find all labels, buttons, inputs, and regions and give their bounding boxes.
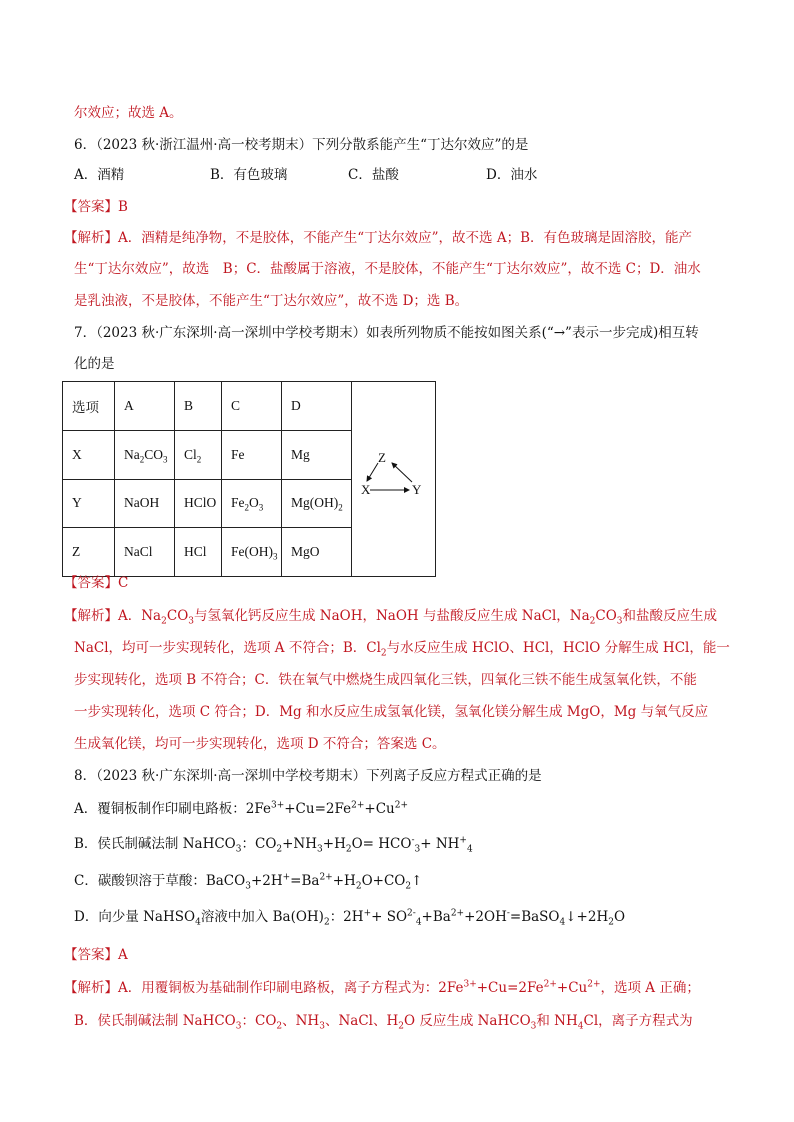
diagram-label-z: Z [378, 450, 386, 465]
q6-choice-d: D．油水 [486, 167, 538, 183]
table-cell: 选项 [63, 382, 115, 431]
q7-options-table [62, 381, 436, 577]
q7-relation-diagram [352, 382, 436, 577]
q6-analysis-line-2: 生“丁达尔效应”，故选 B；C．盐酸属于溶液，不是胶体，不能产生“丁达尔效应”，故不选 C；D．油水 [74, 261, 701, 277]
table-cell: B [175, 382, 222, 431]
q7-analysis-line-4: 一步实现转化，选项 C 符合；D．Mg 和水反应生成氢氧化镁，氢氧化镁分解生成 MgO，Mg 与氧气反应 [74, 704, 709, 720]
q5-analysis-tail: 尔效应；故选 A。 [74, 105, 183, 121]
table-cell: X [63, 430, 115, 479]
table-cell: $Fe_2O_3$ [222, 479, 282, 528]
q6-choice-c: C．盐酸 [348, 167, 399, 183]
table-cell: $Mg(OH)_2$ [282, 479, 352, 528]
table-cell: $Fe(OH)_3$ [222, 528, 282, 577]
q8-answer: 【答案】A [64, 947, 128, 963]
xyz-cycle-diagram [352, 382, 435, 572]
q6-choices [74, 165, 734, 185]
diagram-label-x: X [361, 482, 371, 497]
q8-option-c: C．碳酸钡溶于草酸：$BaCO_3+2H^+=Ba^{2+}+H_2O+CO_2↑$ [74, 872, 423, 892]
arrow-z-to-x [367, 463, 378, 481]
q8-question: 8．（2023 秋·广东深圳·高一深圳中学校考期末）下列离子反应方程式正确的是 [74, 768, 542, 784]
q7-question-line-1: 7．（2023 秋·广东深圳·高一深圳中学校考期末）如表所列物质不能按如图关系(“→”表示一步完成)相互转 [74, 325, 699, 341]
q7-question-line-2: 化的是 [74, 356, 115, 372]
table-cell: D [282, 382, 352, 431]
q6-choice-a: A．酒精 [74, 167, 125, 183]
table-cell: Y [63, 479, 115, 528]
table-cell: Mg [282, 430, 352, 479]
q7-answer: 【答案】C [64, 575, 129, 591]
table-cell: $Na_2CO_3$ [115, 430, 175, 479]
table-cell: MgO [282, 528, 352, 577]
q6-choice-b: B．有色玻璃 [210, 167, 288, 183]
q6-question: 6．（2023 秋·浙江温州·高一校考期末）下列分散系能产生“丁达尔效应”的是 [74, 137, 529, 153]
table-cell: NaCl [115, 528, 175, 577]
q6-analysis-line-3: 是乳浊液，不是胶体，不能产生“丁达尔效应”，故不选 D；选 B。 [74, 293, 469, 309]
table-cell: A [115, 382, 175, 431]
q8-analysis-line-1: 【解析】A．用覆铜板为基础制作印刷电路板，离子方程式为：$2Fe^{3+}+Cu=2Fe^{2+}+Cu^{2+}$，选项 A 正确； [64, 979, 700, 996]
q7-analysis-line-5: 生成氧化镁，均可一步实现转化，选项 D 不符合；答案选 C。 [74, 736, 446, 752]
q8-option-d: D．向少量 NaHSO$_4$溶液中加入 $Ba(OH)_2$：$2H^++ SO^{2-}_4+Ba^{2+}+2OH^-=BaSO_4↓+2H_2O$ [74, 908, 626, 928]
table-cell: NaOH [115, 479, 175, 528]
table-cell: HCl [175, 528, 222, 577]
table-cell: Z [63, 528, 115, 577]
table-cell: C [222, 382, 282, 431]
table-cell: $Cl_2$ [175, 430, 222, 479]
table-cell: Fe [222, 430, 282, 479]
q8-option-a: A．覆铜板制作印刷电路板：$2Fe^{3+}+Cu=2Fe^{2+}+Cu^{2+}$ [74, 800, 409, 817]
q7-analysis-line-3: 步实现转化，选项 B 不符合；C．铁在氧气中燃烧生成四氧化三铁，四氧化三铁不能生成氢氧化铁，不能 [74, 672, 697, 688]
table-cell: HClO [175, 479, 222, 528]
q7-analysis-line-1: 【解析】A．$Na_2CO_3$与氢氧化钙反应生成 NaOH，NaOH 与盐酸反应生成 NaCl，$Na_2CO_3$和盐酸反应生成 [64, 608, 718, 627]
q6-answer: 【答案】B [64, 199, 128, 215]
q8-option-b: B．侯氏制碱法制 NaHCO$_3$：$CO_2+NH_3+H_2O= HCO^-_3+ NH^+_4$ [74, 835, 473, 855]
q6-analysis-line-1: 【解析】A．酒精是纯净物，不是胶体，不能产生“丁达尔效应”，故不选 A；B．有色玻璃是固溶胶，能产 [64, 230, 693, 246]
q7-analysis-line-2: NaCl，均可一步实现转化，选项 A 不符合；B．$Cl_2$与水反应生成 HClO、HCl，HClO 分解生成 HCl，能一 [74, 640, 730, 659]
diagram-label-y: Y [412, 482, 422, 497]
table-row-header [63, 382, 436, 431]
arrow-y-to-z [392, 463, 412, 482]
q8-analysis-line-2: B．侯氏制碱法制 NaHCO$_3$：$CO_2$、$NH_3$、NaCl、$H_2O$ 反应生成 NaHCO$_3$和 $NH_4Cl$，离子方程式为 [74, 1013, 693, 1032]
